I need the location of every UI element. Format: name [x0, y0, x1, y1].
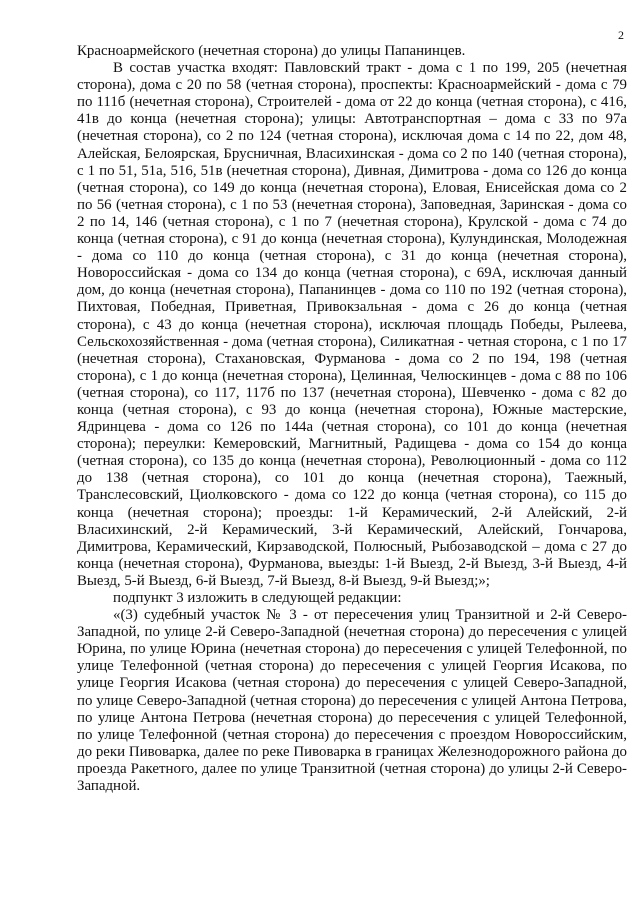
paragraph-subclause-intro: подпункт 3 изложить в следующей редакции:	[113, 590, 402, 606]
paragraph-court-section-3: «(3) судебный участок № 3 - от пересечения улиц Транзитной и 2-й Северо-Западной, по улице 2-й Северо-Западной (нечетная сторона) до пересечения с улицей Юрина, по улице Юрина (нечетная сторона) до пересечения с улицей Телефонной, по улице Телефонной (четная сторона) до пересечения с улицей Георгия Исакова, по улице Георгия Исакова (четная сторона) до пересечения с улицей Северо-Западной, по улице Северо-Западной (четная сторона) до пересечения с улицей Антона Петрова, по улице Антона Петрова (нечетная сторона) до пересечения с улицей Телефонной, по улице Телефонной (четная сторона) до пересечения с проездом Новороссийским, до реки Пивоварка, далее по реке Пивоварка в границах Железнодорожного района до проезда Ракетного, далее по улице Транзитной (четная сторона) до улицы 2-й Северо-Западной.	[77, 607, 627, 795]
paragraph-section-composition: В состав участка входят: Павловский тракт - дома с 1 по 199, 205 (нечетная сторона), дома с 20 по 58 (четная сторона), проспекты: Красноармейский - дома с 79 по 111б (нечетная сторона), Строителей - дома от 22 до конца (четная сторона), с 416, 41в до конца (нечетная сторона); улицы: Автотранспортная – дома с 33 по 97а (нечетная сторона), со 2 по 124 (четная сторона), исключая дома с 14 по 22, дом 48, Алейская, Белоярская, Брусничная, Власихинская - дома со 2 по 140 (четная сторона), с 1 по 51, 51а, 516, 51в (нечетная сторона), Дивная, Димитрова - дома со 126 до конца (четная сторона), со 149 до конца (нечетная сторона), Еловая, Енисейская дома со 2 по 56 (четная сторона), с 1 по 53 (нечетная сторона), Заповедная, Заринская - дома со 2 по 14, 146 (четная сторона), с 1 по 7 (нечетная сторона), Крулской - дома с 74 до конца (четная сторона), с 91 до конца (нечетная сторона), Кулундинская, Молодежная - дома со 110 до конца (четная сторона), с 31 до конца (нечетная сторона), Новороссийская - дома со 134 до конца (четная сторона), с 69А, исключая данный дом, до конца (нечетная сторона), Папанинцев - дома со 110 по 192 (четная сторона), Пихтовая, Победная, Приветная, Привокзальная - дома с 26 до конца (четная сторона), с 43 до конца (нечетная сторона), исключая площадь Победы, Рылеева, Сельскохозяйственная - дома (четная сторона), Силикатная - четная сторона, с 1 по 17 (нечетная сторона), Стахановская, Фурманова - дома со 2 по 194, 198 (четная сторона), с 1 до конца (нечетная сторона), Целинная, Челюскинцев - дома с 88 по 106 (четная сторона), со 117, 117б по 137 (нечетная сторона), Шевченко - дома с 82 до конца (четная сторона), с 93 до конца (нечетная сторона), Южные мастерские, Ядринцева - дома со 126 по 144а (четная сторона), со 101 до конца (нечетная сторона); переулки: Кемеровский, Магнитный, Радищева - дома со 154 до конца (четная сторона), со 135 до конца (нечетная сторона), Революционный - дома со 112 до 138 (четная сторона), со 101 до конца (нечетная сторона), Таежный, Транслесовский, Циолковского - дома со 122 до конца (четная сторона), со 115 до конца (нечетная сторона); проезды: 1-й Керамический, 2-й Алейский, 2-й Власихинский, 2-й Керамический, 3-й Керамический, Алейский, Гончарова, Димитрова, Керамический, Кирзаводской, Полюсный, Рыбозаводской – дома с 27 до конца (нечетная сторона), Фурманова, выезды: 1-й Выезд, 2-й Выезд, 3-й Выезд, 4-й Выезд, 5-й Выезд, 6-й Выезд, 7-й Выезд, 8-й Выезд, 9-й Выезд;»;	[77, 60, 627, 589]
paragraph-continuation: Красноармейского (нечетная сторона) до улицы Папанинцев.	[77, 43, 466, 59]
document-body	[77, 43, 627, 795]
page-number: 2	[618, 28, 624, 42]
